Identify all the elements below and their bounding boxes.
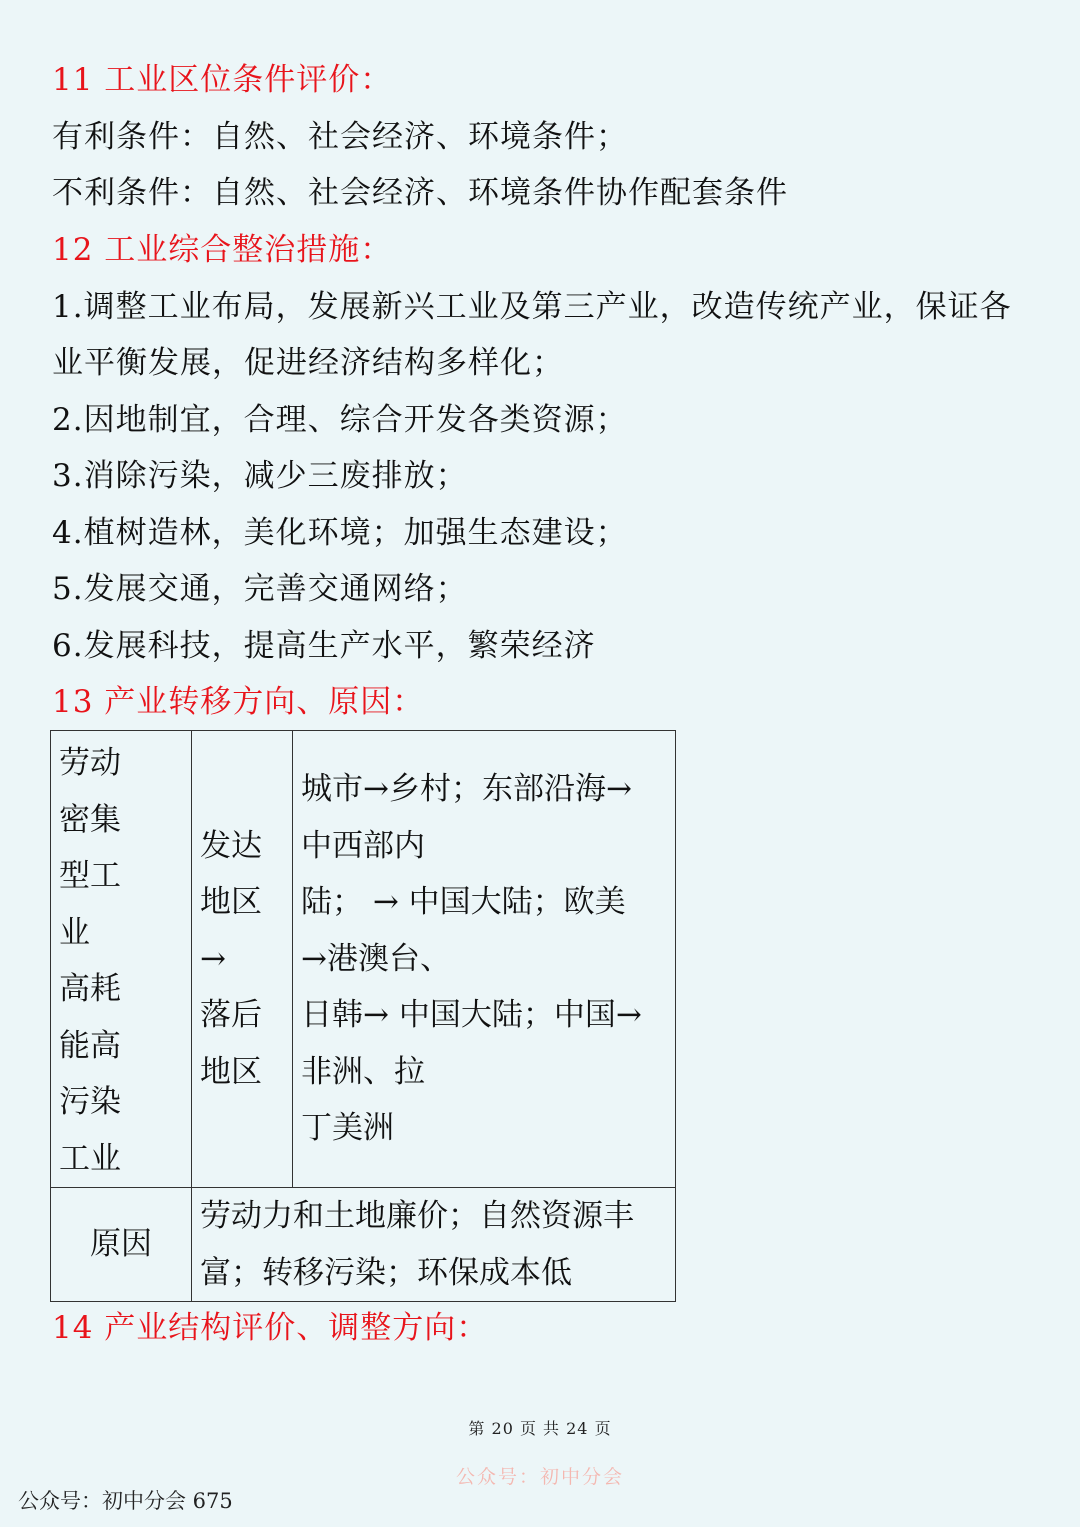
cell-line: 业	[59, 914, 90, 951]
heading-13: 13 产业转移方向、原因：	[52, 684, 425, 720]
cell-line: 落后	[200, 997, 262, 1034]
cell-line: 地区	[200, 884, 262, 921]
cell-line: 发达	[200, 827, 262, 864]
text-line: 业平衡发展，促进经济结构多样化；	[52, 345, 564, 381]
brand-label: 公众号：初中分会 675	[18, 1489, 233, 1513]
text-line: 2.因地制宜，合理、综合开发各类资源；	[52, 402, 628, 438]
cell-line: 型工	[59, 858, 121, 894]
cell-line: →港澳台、	[301, 940, 451, 977]
cell-line: 密集	[59, 801, 121, 838]
cell-line: 污染	[59, 1084, 121, 1120]
text-line: 6.发展科技，提高生产水平，繁荣经济	[52, 628, 596, 664]
cell-line: 丁美洲	[301, 1110, 394, 1147]
reason-label-cell: 原因	[51, 1188, 192, 1302]
direction-cell	[192, 731, 293, 1188]
cell-line: 非洲、拉	[301, 1053, 425, 1090]
text-line: 5.发展交通，完善交通网络；	[52, 571, 468, 607]
table-row	[51, 1188, 676, 1302]
text-line: 不利条件：自然、社会经济、环境条件协作配套条件	[52, 175, 788, 211]
industry-transfer-table	[50, 730, 676, 1302]
cell-line: →	[200, 940, 226, 977]
cell-line: 中西部内	[301, 827, 425, 864]
heading-11: 11 工业区位条件评价：	[52, 62, 393, 98]
text-line: 有利条件：自然、社会经济、环境条件；	[52, 119, 628, 155]
cell-line: 城市→乡村；东部沿海→	[301, 771, 632, 808]
detail-cell	[293, 731, 676, 1188]
cell-line: 劳动	[59, 745, 121, 781]
cell-line: 富；转移污染；环保成本低	[200, 1254, 572, 1291]
text-line: 1.调整工业布局，发展新兴工业及第三产业，改造传统产业，保证各	[52, 289, 1012, 325]
cell-line: 劳动力和土地廉价；自然资源丰	[200, 1198, 634, 1234]
heading-12: 12 工业综合整治措施：	[52, 232, 393, 268]
heading-14: 14 产业结构评价、调整方向：	[52, 1310, 489, 1346]
text-line: 4.植树造林，美化环境；加强生态建设；	[52, 515, 628, 551]
cell-line: 日韩→ 中国大陆；中国→	[301, 997, 642, 1034]
cell-line: 陆； → 中国大陆；欧美	[301, 884, 626, 921]
page-number: 第 20 页 共 24 页	[468, 1419, 612, 1438]
cell-line: 工业	[59, 1140, 121, 1177]
text-line: 3.消除污染，减少三废排放；	[52, 458, 468, 494]
cell-line: 高耗	[59, 971, 121, 1007]
table-row	[51, 731, 676, 1188]
cell-line: 能高	[59, 1027, 121, 1064]
watermark: 公众号：初中分会	[455, 1466, 624, 1488]
cell-line: 地区	[200, 1053, 262, 1090]
industry-type-cell	[51, 731, 192, 1188]
reason-cell	[192, 1188, 676, 1302]
